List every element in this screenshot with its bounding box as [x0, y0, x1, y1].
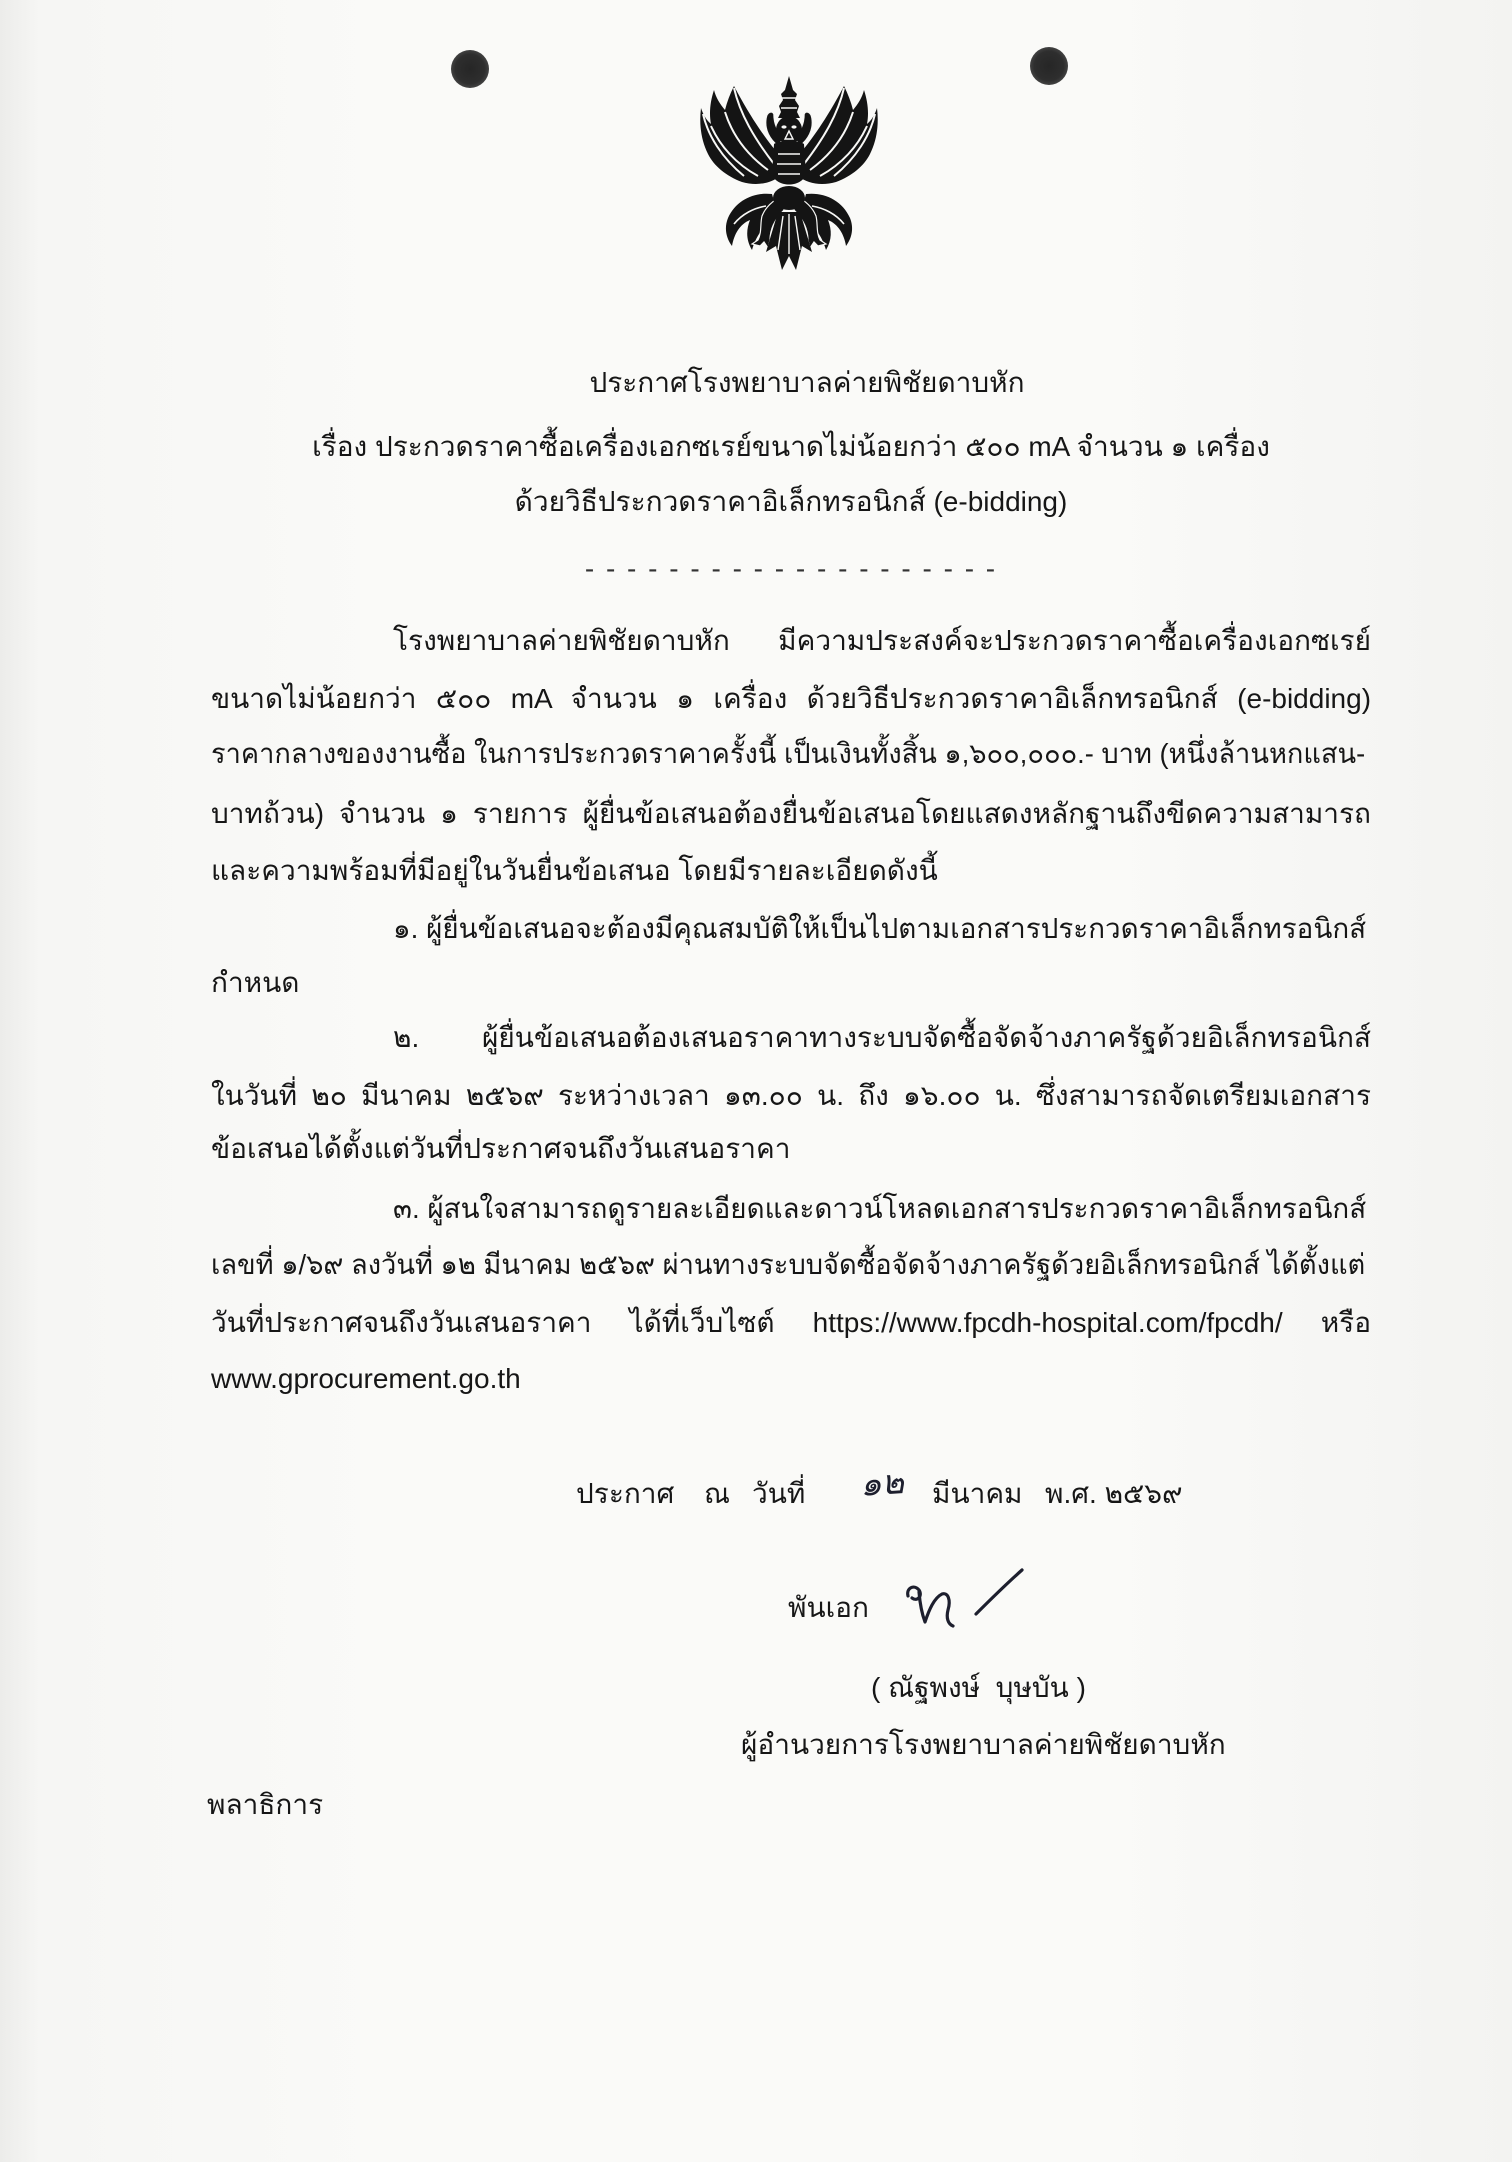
intro-line — [211, 790, 1371, 838]
item-2-line — [211, 1125, 1371, 1173]
punch-hole-left — [451, 50, 489, 88]
date-announced-label — [576, 1470, 691, 1518]
procurement-method: ด้วยวิธีประกวดราคาอิเล็กทรอนิกส์ (e-bidding) — [514, 486, 1068, 517]
intro-text: ขนาดไม่น้อยกว่า ๕๐๐ mA จำนวน ๑ เครื่อง ด้วยวิธีประกวดราคาอิเล็กทรอนิกส์ (e-bidding) — [211, 683, 1372, 714]
intro-text: บาทถ้วน) จำนวน ๑ รายการ ผู้ยื่นข้อเสนอต้องยื่นข้อเสนอโดยแสดงหลักฐานถึงขีดความสามารถ — [211, 798, 1371, 829]
punch-hole-right — [1030, 47, 1068, 85]
item-1-line — [393, 905, 1371, 953]
subject-line — [211, 423, 1371, 471]
signer-position-text: ผู้อำนวยการโรงพยาบาลค่ายพิชัยดาบหัก — [741, 1729, 1226, 1760]
intro-line — [211, 675, 1371, 723]
title-line — [227, 359, 1387, 407]
announcement-title: ประกาศโรงพยาบาลค่ายพิชัยดาบหัก — [589, 367, 1025, 398]
department-footer — [207, 1781, 507, 1829]
item-text: ๑. ผู้ยื่นข้อเสนอจะต้องมีคุณสมบัติให้เป็นไปตามเอกสารประกวดราคาอิเล็กทรอนิกส์ — [393, 913, 1367, 944]
item-text: ๒. ผู้ยื่นข้อเสนอต้องเสนอราคาทางระบบจัดซื้อจัดจ้างภาครัฐด้วยอิเล็กทรอนิกส์ — [393, 1022, 1371, 1053]
date-month-text: มีนาคม — [932, 1478, 1023, 1509]
website-text: www.gprocurement.go.th — [211, 1363, 521, 1394]
date-announced-text: ประกาศ — [576, 1478, 675, 1509]
date-day-label — [752, 1470, 852, 1518]
intro-text: โรงพยาบาลค่ายพิชัยดาบหัก มีความประสงค์จะประกวดราคาซื้อเครื่องเอกซเรย์ — [393, 625, 1371, 656]
intro-line — [393, 617, 1371, 665]
item-text: ๓. ผู้สนใจสามารถดูรายละเอียดและดาวน์โหลดเอกสารประกวดราคาอิเล็กทรอนิกส์ — [393, 1193, 1367, 1224]
intro-line — [211, 847, 1371, 895]
signer-position — [741, 1721, 1361, 1769]
method-line — [211, 478, 1371, 526]
announcement-subject: เรื่อง ประกวดราคาซื้อเครื่องเอกซเรย์ขนาดไม่น้อยกว่า ๕๐๐ mA จำนวน ๑ เครื่อง — [312, 431, 1270, 462]
garuda-emblem — [694, 74, 884, 274]
item-1-line — [211, 959, 1371, 1007]
date-day-label-text: วันที่ — [752, 1478, 806, 1509]
item-text: ข้อเสนอได้ตั้งแต่วันที่ประกาศจนถึงวันเสนอราคา — [211, 1133, 791, 1164]
signer-rank — [788, 1584, 898, 1632]
item-3-line — [211, 1241, 1371, 1289]
dashed-separator: - - - - - - - - - - - - - - - - - - - - — [584, 553, 998, 584]
signer-name — [871, 1664, 1351, 1712]
date-year-text: พ.ศ. ๒๕๖๙ — [1045, 1478, 1183, 1509]
separator-line — [211, 545, 1371, 593]
item-2-line — [393, 1014, 1371, 1062]
department-text: พลาธิการ — [207, 1789, 324, 1820]
intro-line — [211, 730, 1371, 778]
item-text: เลขที่ ๑/๖๙ ลงวันที่ ๑๒ มีนาคม ๒๕๖๙ ผ่านทางระบบจัดซื้อจัดจ้างภาครัฐด้วยอิเล็กทรอนิกส์ ได้ตั้งแต่ — [211, 1249, 1366, 1280]
item-3-line — [393, 1185, 1371, 1233]
date-at-label — [704, 1470, 744, 1518]
emblem-left-half — [700, 86, 784, 250]
emblem-right-half — [794, 86, 878, 250]
signer-rank-text: พันเอก — [788, 1592, 869, 1623]
date-year — [1045, 1470, 1245, 1518]
item-3-line — [211, 1355, 1371, 1403]
item-2-line — [211, 1072, 1371, 1120]
item-text: ในวันที่ ๒๐ มีนาคม ๒๕๖๙ ระหว่างเวลา ๑๓.๐๐ น. ถึง ๑๖.๐๐ น. ซึ่งสามารถจัดเตรียมเอกสาร — [211, 1080, 1371, 1111]
handwritten-day — [860, 1461, 930, 1509]
signer-name-text: ( ณัฐพงษ์ บุษบัน ) — [871, 1672, 1086, 1703]
date-at-text: ณ — [704, 1478, 730, 1509]
handwritten-day-text: ๑๒ — [858, 1461, 906, 1505]
intro-text: ราคากลางของงานซื้อ ในการประกวดราคาครั้งนี้ เป็นเงินทั้งสิ้น ๑,๖๐๐,๐๐๐.- บาท (หนึ่งล้านหกแสน- — [211, 738, 1366, 769]
item-text: กำหนด — [211, 967, 300, 998]
handwritten-signature — [898, 1562, 1028, 1637]
emblem-center — [766, 76, 812, 270]
intro-text: และความพร้อมที่มีอยู่ในวันยื่นข้อเสนอ โดยมีรายละเอียดดังนี้ — [211, 855, 938, 886]
item-3-line — [211, 1299, 1371, 1347]
item-text: วันที่ประกาศจนถึงวันเสนอราคา ได้ที่เว็บไซต์ https://www.fpcdh-hospital.com/fpcdh/ หรือ — [211, 1307, 1372, 1338]
date-month — [932, 1470, 1037, 1518]
